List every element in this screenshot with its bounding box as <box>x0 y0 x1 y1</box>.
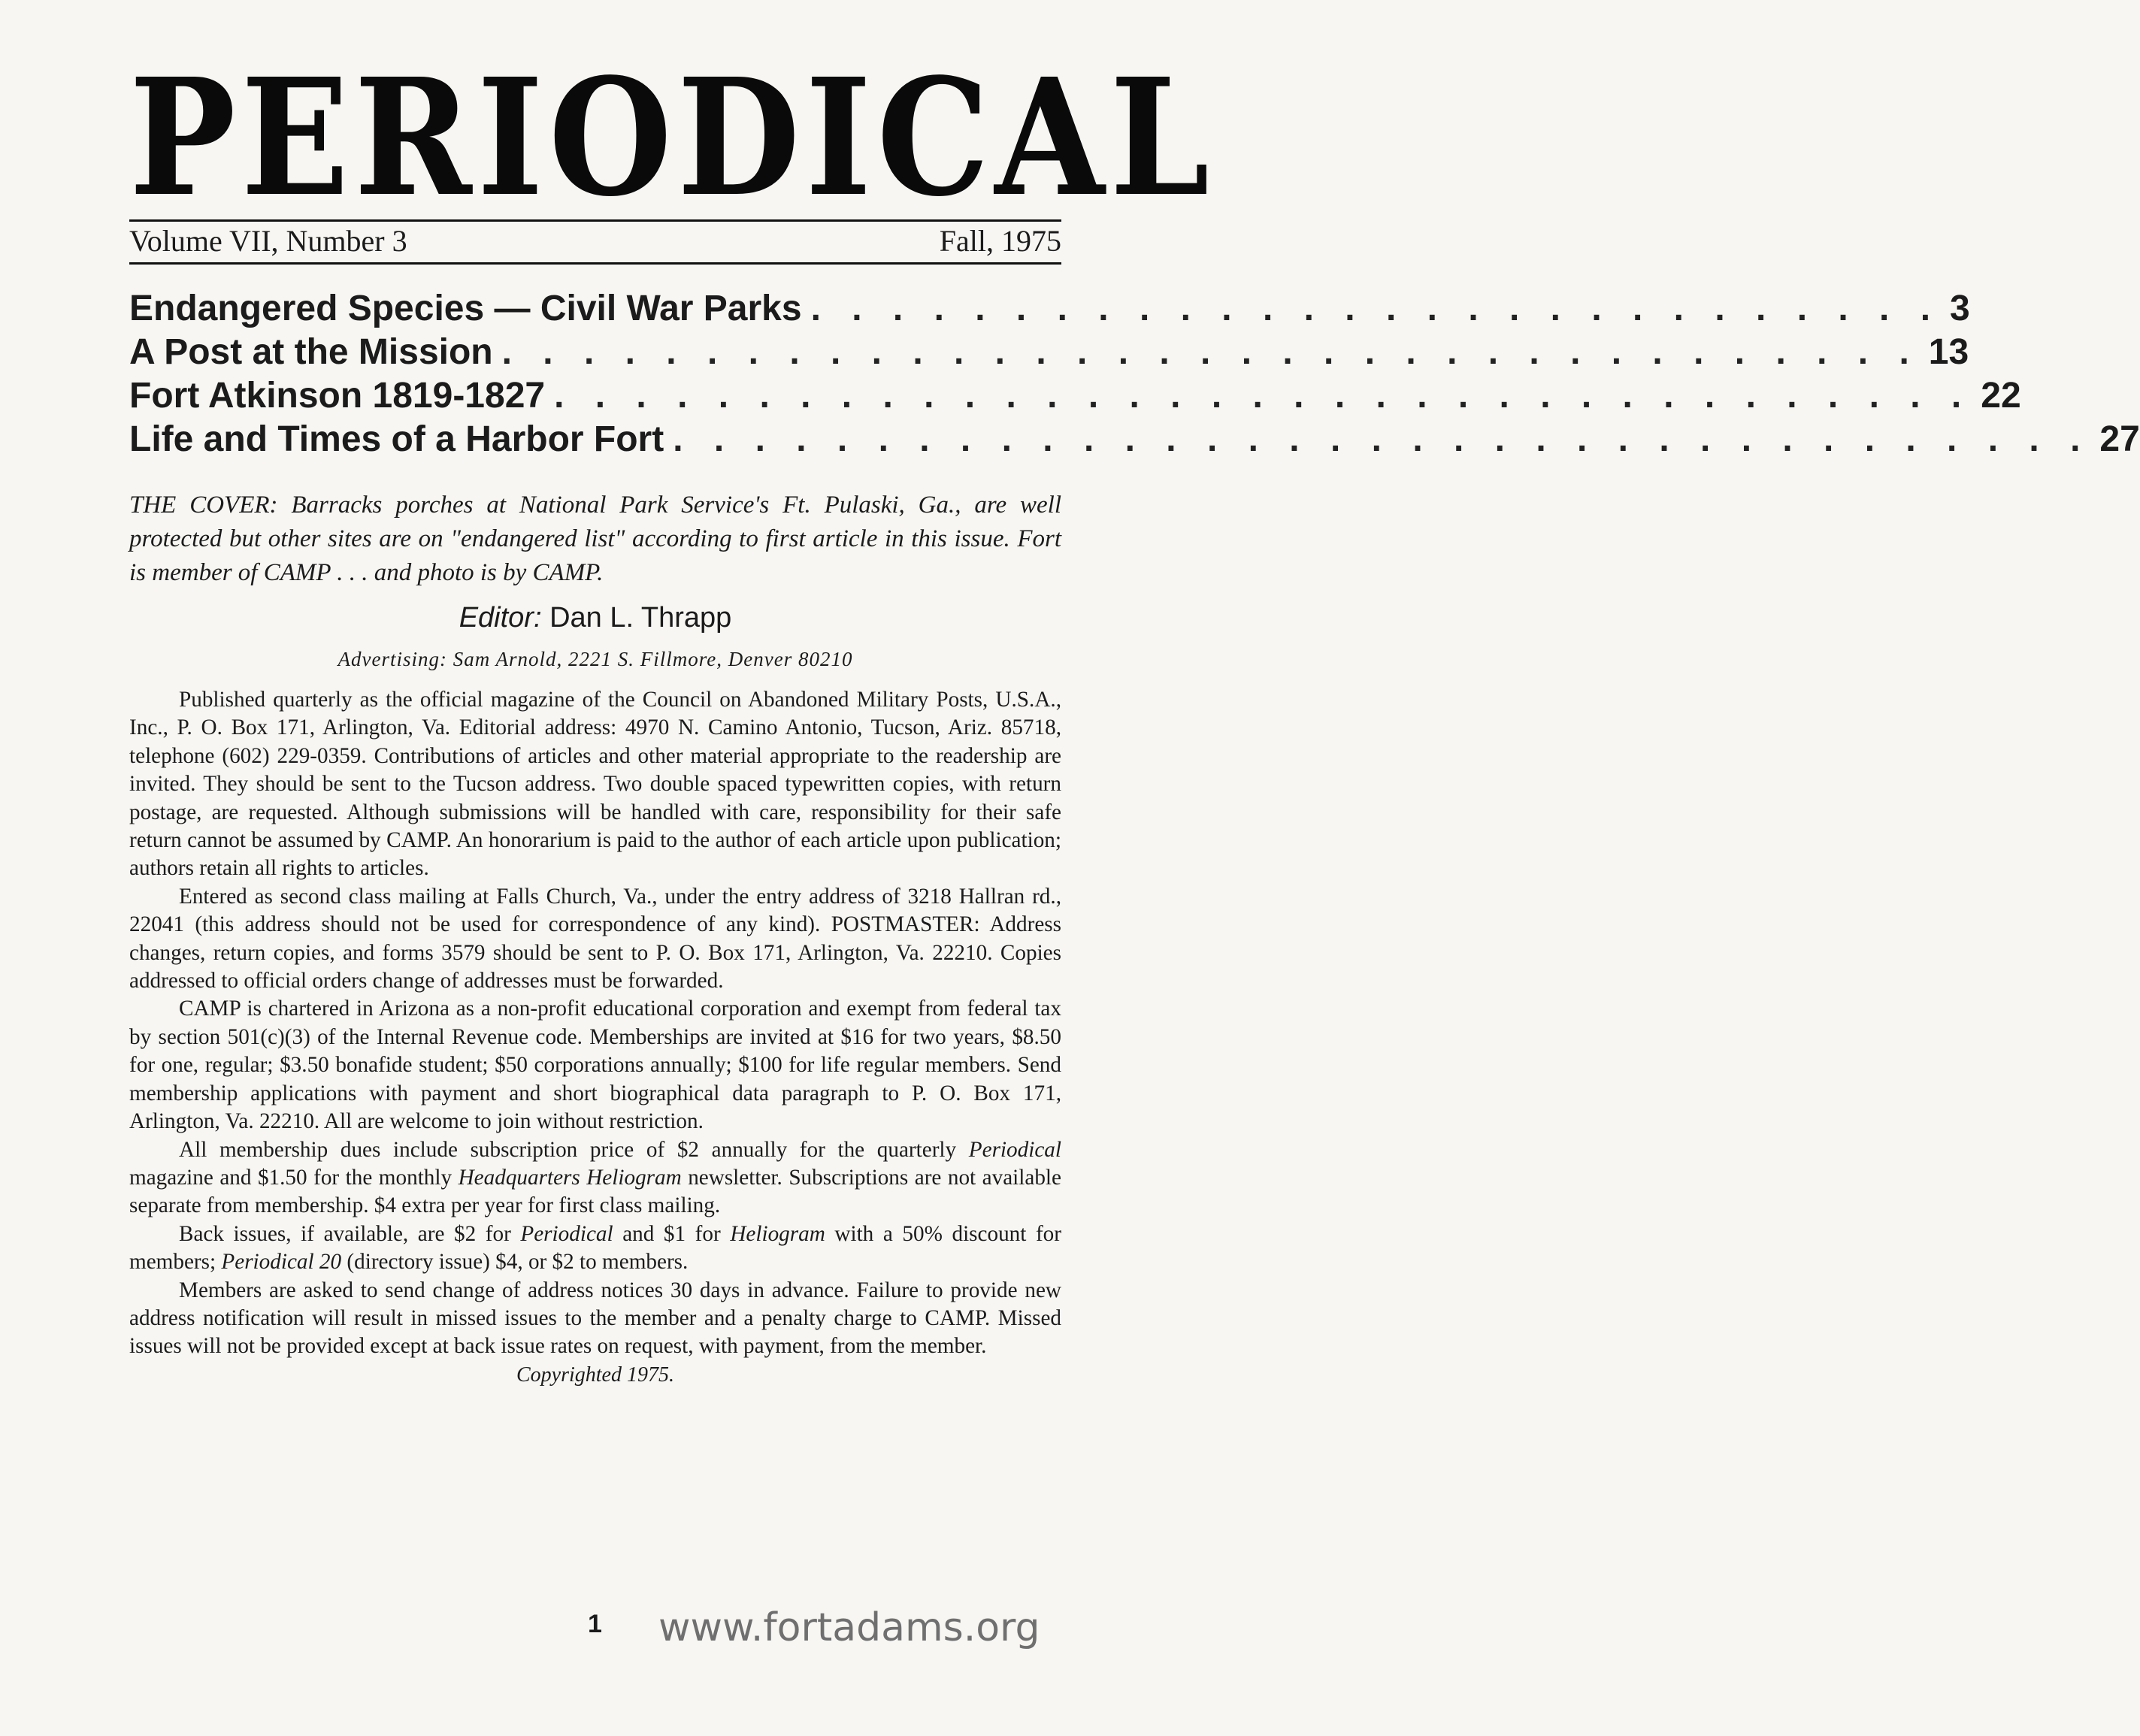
table-of-contents <box>129 287 2140 461</box>
toc-leader-dots: . . . . . . . . . . . . . . . . . . . . . . . . . . . . . . . . . . . <box>673 419 2091 459</box>
text-run: with a 50% discount for members; <box>129 1221 1061 1275</box>
cover-caption: THE COVER: Barracks porches at National Park Service's Ft. Pulaski, Ga., are well protected but other sites are on "endangered list" according to first article in this issue. Fort is member of CAMP . . . and photo is by CAMP. <box>129 491 1061 586</box>
masthead-title: PERIODICAL <box>129 44 1215 232</box>
toc-entry[interactable] <box>129 374 2021 418</box>
toc-entry[interactable] <box>129 287 1970 331</box>
text-run-italic: Headquarters Heliogram <box>458 1165 682 1190</box>
toc-entry-title: Life and Times of a Harbor Fort <box>129 419 664 459</box>
text-run: All membership dues include subscription price of $2 annually for the quarterly <box>179 1137 969 1162</box>
toc-entry-title: Fort Atkinson 1819-1827 <box>129 376 546 416</box>
issue-volume: Volume VII, Number 3 <box>129 223 407 258</box>
notice-paragraph: Members are asked to send change of address notices 30 days in advance. Failure to provide new address notification will result in missed issues to the member and a penalty charge to CAMP. Missed issues will not be provided except at back issue rates on request, with payment, from the member. <box>129 1278 1061 1359</box>
text-run-italic: Periodical <box>968 1137 1061 1162</box>
toc-entry-page: 22 <box>1981 376 2021 416</box>
page-number: 1 <box>588 1610 602 1638</box>
advertising-credit: Advertising: Sam Arnold, 2221 S. Fillmore, Denver 80210 <box>337 648 853 670</box>
text-run: Back issues, if available, are $2 for <box>179 1221 521 1246</box>
text-run-italic: Periodical 20 <box>221 1250 342 1275</box>
toc-entry-title: Endangered Species — Civil War Parks <box>129 289 802 328</box>
publication-notice <box>129 686 1061 1390</box>
notice-paragraph <box>129 1220 1061 1277</box>
toc-entry-page: 3 <box>1950 289 1970 328</box>
editor-credit <box>129 599 1061 637</box>
toc-entry[interactable] <box>129 418 2140 461</box>
notice-paragraph <box>129 1136 1061 1220</box>
text-run-italic: Heliogram <box>730 1221 825 1246</box>
notice-paragraph: Entered as second class mailing at Falls Church, Va., under the entry address of 3218 Hallran rd., 22041 (this address should not be used for correspondence of any kind). POSTMASTER: Address changes, return copies, and forms 3579 should be sent to P. O. Box 171, Arlington, Va. 22210. Copies addressed to official orders change of addresses must be forwarded. <box>129 884 1061 994</box>
text-run: newsletter. Subscriptions are not available separate from membership. $4 extra per year for first class mailing. <box>129 1165 1061 1218</box>
text-run-italic: Periodical <box>520 1221 613 1246</box>
toc-leader-dots: . . . . . . . . . . . . . . . . . . . . . . . . . . . . . . . . . . . <box>501 332 1920 372</box>
document-page <box>129 44 2140 1390</box>
toc-entry-page: 13 <box>1928 332 1969 372</box>
toc-entry-page: 27 <box>2099 419 2140 459</box>
toc-entry-title: A Post at the Mission <box>129 332 493 372</box>
toc-leader-dots: . . . . . . . . . . . . . . . . . . . . . . . . . . . . <box>810 289 1942 328</box>
notice-paragraph: CAMP is chartered in Arizona as a non-profit educational corporation and exempt from federal tax by section 501(c)(3) of the Internal Revenue code. Memberships are invited at $16 for two years, $8.50 for one, regular; $3.50 bonafide student; $50 corporations annually; $100 for life regular members. Send membership applications with payment and short biographical data paragraph to P. O. Box 171, Arlington, Va. 22210. All are welcome to join without restriction. <box>129 997 1061 1134</box>
notice-paragraph: Published quarterly as the official magazine of the Council on Abandoned Military Posts, U.S.A., Inc., P. O. Box 171, Arlington, Va. Editorial address: 4970 N. Camino Antonio, Tucson, Ariz. 85718, telephone (602) 229-0359. Contributions of articles and other material appropriate to the readership are invited. They should be sent to the Tucson address. Two double spaced typewritten copies, with return postage, are requested. Although submissions will be handled with care, responsibility for their safe return cannot be assumed by CAMP. An honorarium is paid to the author of each article upon publication; authors retain all rights to articles. <box>129 688 1061 881</box>
editor-label: Editor: <box>459 602 542 634</box>
editor-name: Dan L. Thrapp <box>549 602 732 634</box>
issue-season: Fall, 1975 <box>939 223 1061 258</box>
text-run: (directory issue) $4, or $2 to members. <box>341 1250 689 1275</box>
text-run: magazine and $1.50 for the monthly <box>129 1165 459 1190</box>
toc-leader-dots: . . . . . . . . . . . . . . . . . . . . . . . . . . . . . . . . . . . <box>554 376 1972 416</box>
text-run: and $1 for <box>613 1221 731 1246</box>
copyright-line: Copyrighted 1975. <box>516 1362 674 1387</box>
site-watermark: www.fortadams.org <box>658 1605 1040 1650</box>
toc-entry[interactable] <box>129 331 1969 374</box>
